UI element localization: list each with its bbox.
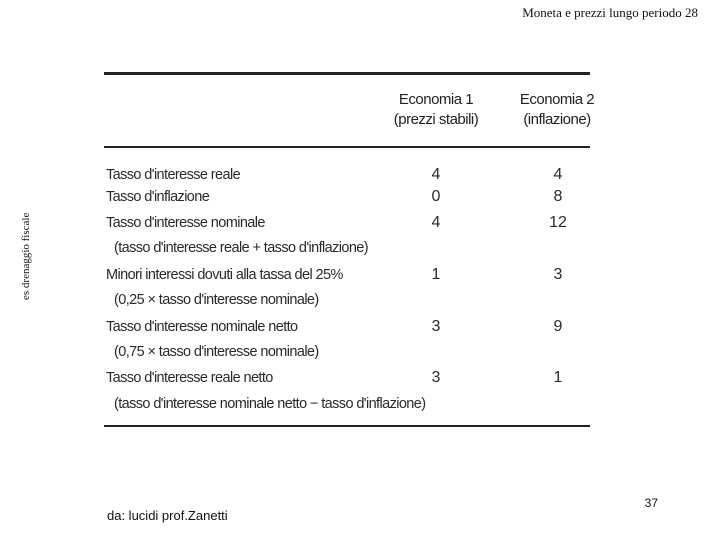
row-value-economia-1: 3 — [431, 369, 441, 386]
side-label: es drenaggio fiscale — [20, 212, 32, 300]
footer-credit: da: lucidi prof.Zanetti — [107, 508, 228, 523]
column-header-subtitle: (prezzi stabili) — [393, 111, 479, 128]
column-header-title: Economia 1 — [398, 91, 474, 108]
row-note-label: (tasso d'interesse nominale netto − tasso d'inflazione) — [114, 396, 426, 412]
table-row-note — [104, 290, 590, 310]
row-value-economia-1: 4 — [431, 214, 441, 231]
row-label: Tasso d'inflazione — [106, 189, 210, 205]
page-number: 37 — [644, 496, 658, 510]
column-header-title: Economia 2 — [519, 91, 595, 108]
row-label: Tasso d'interesse reale netto — [106, 370, 273, 386]
slide-header-title: Moneta e prezzi lungo periodo 28 — [522, 5, 698, 20]
table-row — [104, 213, 590, 233]
row-label: Tasso d'interesse nominale — [106, 215, 265, 231]
row-note-label: (0,25 × tasso d'interesse nominale) — [114, 292, 319, 308]
row-value-economia-2: 12 — [549, 214, 567, 231]
table-row-note — [104, 342, 590, 362]
column-header-subtitle: (inflazione) — [523, 111, 591, 128]
column-header-economia-2 — [512, 90, 602, 130]
row-value-economia-1: 0 — [431, 188, 441, 205]
row-value-economia-1: 3 — [431, 318, 441, 335]
row-label: Minori interessi dovuti alla tassa del 25% — [106, 267, 343, 283]
row-value-economia-2: 8 — [553, 188, 563, 205]
table-bottom-rule — [104, 425, 590, 427]
row-note-label: (0,75 × tasso d'interesse nominale) — [114, 344, 319, 360]
column-header-economia-1 — [390, 90, 482, 130]
row-value-economia-1: 4 — [431, 166, 441, 183]
table-row — [104, 187, 590, 207]
table-row — [104, 368, 590, 388]
table-top-rule — [104, 72, 590, 75]
row-value-economia-2: 3 — [553, 266, 563, 283]
row-label: Tasso d'interesse reale — [106, 167, 241, 183]
table-row-note — [104, 238, 590, 258]
table-row — [104, 317, 590, 337]
table-header-rule — [104, 146, 590, 148]
comparison-table — [104, 70, 595, 430]
row-value-economia-1: 1 — [431, 266, 441, 283]
row-label: Tasso d'interesse nominale netto — [106, 319, 298, 335]
table-row-note — [104, 394, 590, 414]
row-value-economia-2: 4 — [553, 166, 563, 183]
table-row — [104, 265, 590, 285]
row-note-label: (tasso d'interesse reale + tasso d'inflazione) — [114, 240, 368, 256]
table-row — [104, 165, 590, 185]
row-value-economia-2: 9 — [553, 318, 563, 335]
row-value-economia-2: 1 — [553, 369, 563, 386]
